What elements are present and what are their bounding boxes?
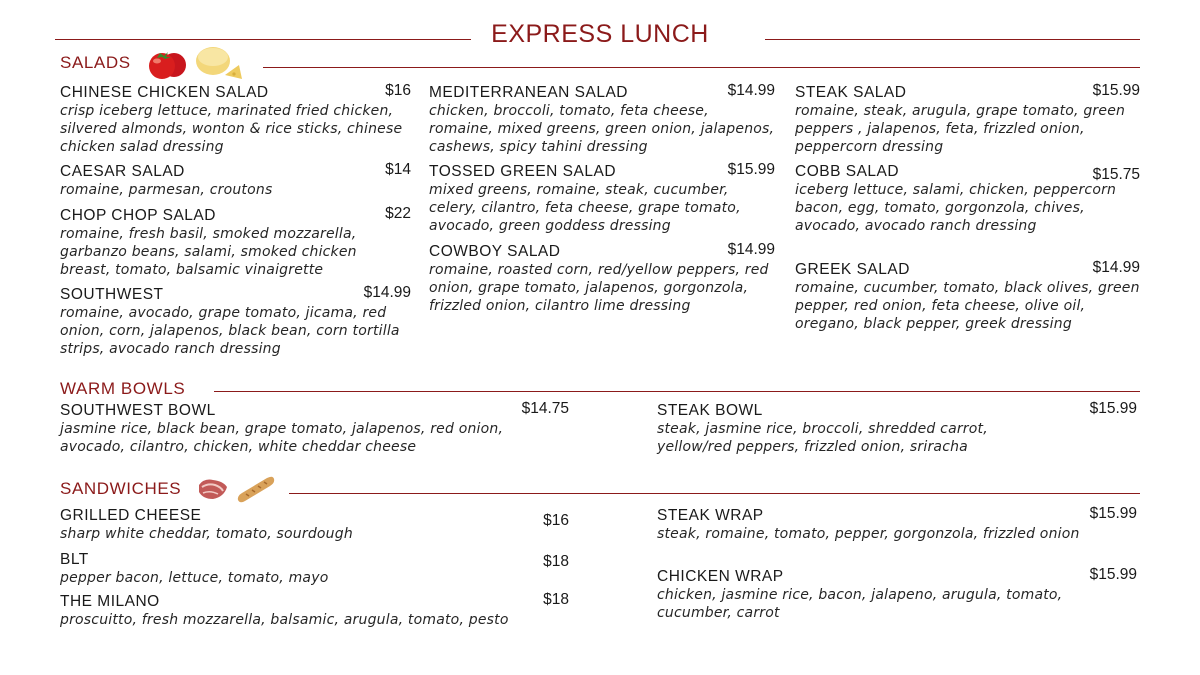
item-price: $15.99 [1089,505,1137,522]
warm-bowls-rule [214,391,1140,392]
item-name: COWBOY SALAD [429,243,561,260]
menu-item [429,243,779,315]
item-description: crisp iceberg lettuce, marinated fried chicken, silvered almonds, wonton & rice sticks, chinese chicken salad dressing [60,103,403,155]
item-price: $15.99 [727,161,775,178]
item-price: $14 [385,161,411,178]
item-name: STEAK SALAD [795,84,907,101]
menu-item [60,286,423,358]
item-description: sharp white cheddar, tomato, sourdough [60,526,353,542]
section-heading-warm-bowls: WARM BOWLS [60,379,186,398]
item-price: $14.99 [727,241,775,258]
item-price: $18 [543,553,569,570]
sandwiches-rule [289,493,1140,494]
item-name: CHICKEN WRAP [657,568,784,585]
menu-item [60,163,411,199]
item-name: COBB SALAD [795,163,900,180]
menu-item [657,507,1137,543]
item-name: MEDITERRANEAN SALAD [429,84,628,101]
menu-item [60,593,569,629]
item-description: iceberg lettuce, salami, chicken, peppercorn bacon, egg, tomato, gorgonzola, chives, avocado, avocado ranch dressing [795,182,1117,234]
item-price: $15.99 [1089,400,1137,417]
item-description: romaine, fresh basil, smoked mozzarella, garbanzo beans, salami, smoked chicken breast, tomato, balsamic vinaigrette [60,226,357,278]
item-price: $16 [543,512,569,529]
item-description: steak, romaine, tomato, pepper, gorgonzola, frizzled onion [657,526,1080,542]
item-name: THE MILANO [60,593,160,610]
menu-item [657,568,1137,622]
section-heading-sandwiches: SANDWICHES [60,479,182,498]
cheese-icon [195,45,245,86]
menu-item [657,402,1137,456]
item-name: CHOP CHOP SALAD [60,207,216,224]
salads-rule [263,67,1140,68]
item-description: romaine, parmesan, croutons [60,182,273,198]
item-price: $15.99 [1089,566,1137,583]
item-description: romaine, roasted corn, red/yellow peppers, red onion, grape tomato, jalapenos, gorgonzola, frizzled onion, cilantro lime dressing [429,262,769,314]
tomato-icon [146,45,192,86]
item-description: romaine, steak, arugula, grape tomato, green peppers , jalapenos, feta, frizzled onion, peppercorn dressing [795,103,1126,155]
menu-item [795,261,1140,333]
item-name: TOSSED GREEN SALAD [429,163,617,180]
item-description: pepper bacon, lettuce, tomato, mayo [60,570,329,586]
item-name: SOUTHWEST [60,286,164,303]
item-description: romaine, cucumber, tomato, black olives, green pepper, red onion, feta cheese, olive oil, oregano, black pepper, greek dressing [795,280,1140,332]
menu-item [429,163,775,235]
menu-item [60,507,569,543]
title-rule-right [765,39,1140,40]
item-name: SOUTHWEST BOWL [60,402,216,419]
menu-item [429,84,775,156]
item-price: $14.99 [727,82,775,99]
menu-item [795,84,1140,156]
breadstick-icon [234,474,276,509]
item-description: jasmine rice, black bean, grape tomato, jalapenos, red onion, avocado, cilantro, chicken, white cheddar cheese [60,421,504,455]
item-price: $15.99 [1092,82,1140,99]
section-heading-salads: SALADS [60,53,131,72]
item-price: $22 [385,205,411,222]
menu-item [60,84,411,156]
item-description: proscuitto, fresh mozzarella, balsamic, arugula, tomato, pesto [60,612,509,628]
item-price: $15.75 [1092,166,1140,183]
item-description: chicken, broccoli, tomato, feta cheese, romaine, mixed greens, green onion, jalapenos, cashews, spicy tahini dressing [429,103,775,155]
item-price: $16 [385,82,411,99]
menu-item [60,402,569,456]
item-name: GRILLED CHEESE [60,507,202,524]
item-price: $14.75 [521,400,569,417]
menu-item [60,551,569,587]
item-name: CAESAR SALAD [60,163,185,180]
menu-title: EXPRESS LUNCH [491,20,709,48]
item-description: steak, jasmine rice, broccoli, shredded carrot, yellow/red peppers, frizzled onion, sriracha [657,421,988,455]
item-description: chicken, jasmine rice, bacon, jalapeno, arugula, tomato, cucumber, carrot [657,587,1063,621]
item-name: GREEK SALAD [795,261,910,278]
item-price: $18 [543,591,569,608]
item-price: $14.99 [363,284,411,301]
menu-item [795,163,1140,235]
prosciutto-icon [196,475,230,508]
item-description: romaine, avocado, grape tomato, jicama, red onion, corn, jalapenos, black bean, corn tortilla strips, avocado ranch dressing [60,305,400,357]
item-description: mixed greens, romaine, steak, cucumber, celery, cilantro, feta cheese, grape tomato, avocado, green goddess dressing [429,182,741,234]
item-name: BLT [60,551,89,568]
item-price: $14.99 [1092,259,1140,276]
item-name: CHINESE CHICKEN SALAD [60,84,269,101]
item-name: STEAK WRAP [657,507,764,524]
item-name: STEAK BOWL [657,402,763,419]
menu-item [60,207,411,279]
